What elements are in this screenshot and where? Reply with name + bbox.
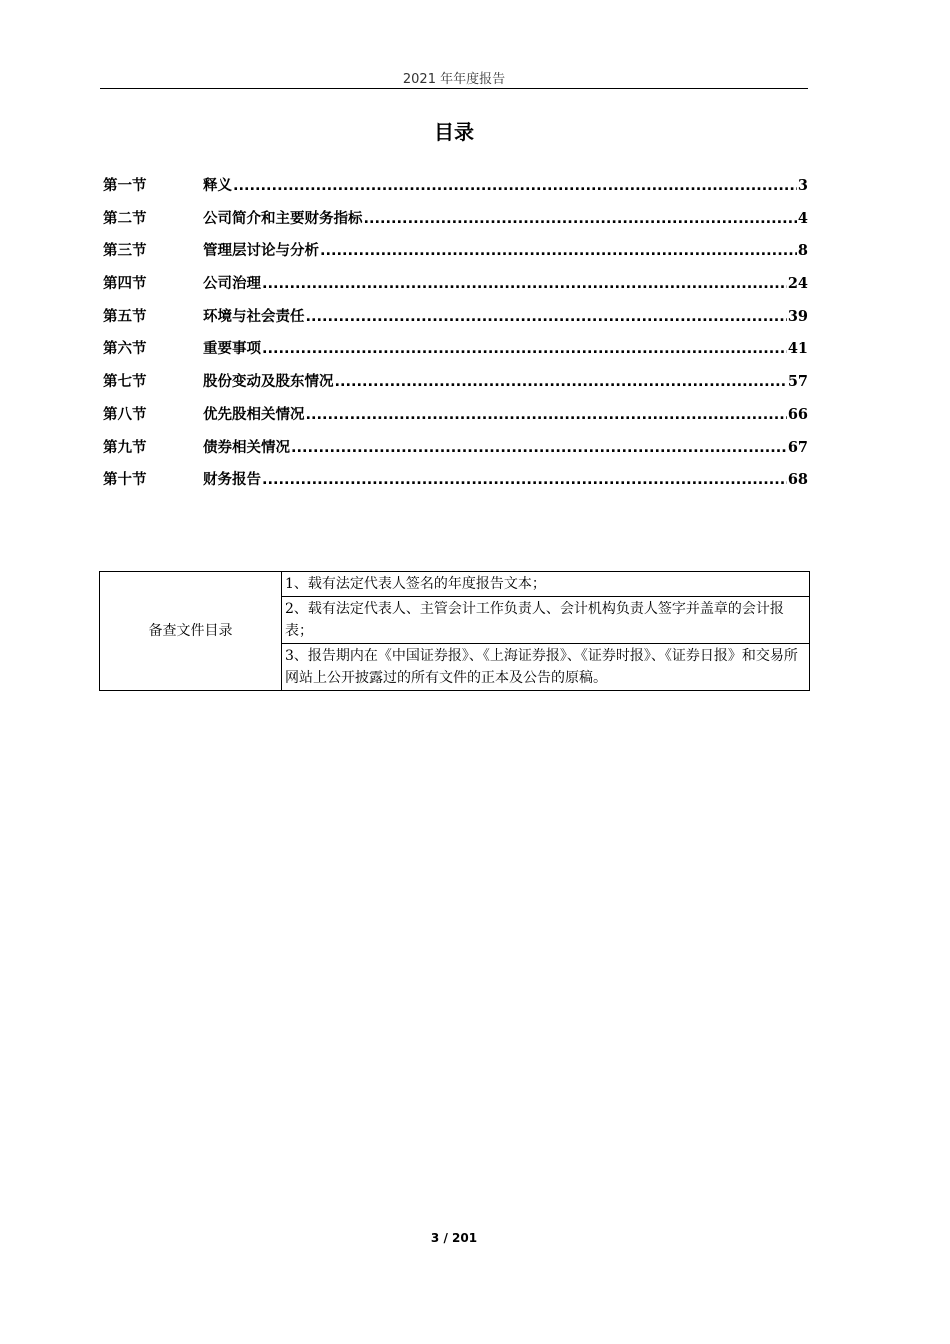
toc-leader-dots [262,472,787,488]
toc-section-number: 第二节 [103,210,147,227]
reference-documents-table [99,571,810,691]
toc-leader-dots [364,211,797,227]
toc-leader-dots [320,243,797,259]
toc-entry[interactable] [103,207,808,240]
toc-section-number: 第一节 [103,178,147,194]
toc-entry[interactable] [103,468,808,501]
toc-leader-dots [262,276,787,292]
reference-documents-label: 备查文件目录 [100,572,282,691]
toc-section-name: 股份变动及股东情况 [203,374,334,391]
toc-section-number: 第九节 [103,439,147,456]
toc-section-name: 债券相关情况 [203,439,290,456]
toc-section-name: 公司治理 [203,276,261,293]
toc-title: 目录 [434,120,474,144]
toc-leader-dots [291,440,787,456]
toc-section-name: 重要事项 [203,341,261,358]
toc-page-number: 3 [797,177,808,194]
toc-leader-dots [306,309,787,325]
toc-entry[interactable] [103,305,808,338]
toc-section-number: 第三节 [103,243,147,260]
toc-section-number: 第四节 [103,276,147,293]
toc-section-name: 公司简介和主要财务指标 [203,210,363,227]
toc-section-number: 第六节 [103,341,147,358]
reference-document-item: 3、报告期内在《中国证券报》、《上海证券报》、《证券时报》、《证券日报》和交易所网站上公开披露过的所有文件的正本及公告的原稿。 [282,644,810,691]
toc-section-name: 管理层讨论与分析 [203,243,319,260]
toc-page-number: 39 [787,307,808,325]
toc-section-number: 第十节 [103,472,147,489]
toc-page-number: 4 [797,209,808,227]
toc-section-number: 第七节 [103,374,147,391]
table-of-contents [103,174,808,501]
toc-page-number: 68 [787,471,808,489]
toc-page-number: 67 [787,438,808,456]
toc-entry[interactable] [103,337,808,370]
toc-entry[interactable] [103,272,808,305]
header-divider [100,88,808,89]
toc-leader-dots [335,374,787,390]
toc-page-number: 57 [787,373,808,391]
toc-section-number: 第五节 [103,308,147,325]
toc-section-name: 优先股相关情况 [203,406,305,423]
toc-section-name: 环境与社会责任 [203,308,305,325]
toc-entry[interactable] [103,174,808,207]
page-number-footer: 3 / 201 [430,1231,478,1245]
toc-entry[interactable] [103,370,808,403]
toc-page-number: 41 [787,340,808,358]
reference-document-item: 1、载有法定代表人签名的年度报告文本； [282,572,810,597]
toc-section-number: 第八节 [103,406,147,423]
page-header-title: 2021 年年度报告 [402,72,506,87]
toc-entry[interactable] [103,436,808,469]
toc-leader-dots [233,178,797,194]
toc-page-number: 66 [787,405,808,423]
toc-section-name: 释义 [203,178,232,194]
toc-entry[interactable] [103,403,808,436]
table-row [100,572,810,597]
toc-entry[interactable] [103,239,808,272]
toc-leader-dots [306,407,787,423]
toc-section-name: 财务报告 [203,472,261,489]
toc-page-number: 8 [797,242,808,260]
toc-page-number: 24 [787,275,808,293]
toc-leader-dots [262,341,787,357]
reference-document-item: 2、载有法定代表人、主管会计工作负责人、会计机构负责人签字并盖章的会计报表； [282,597,810,644]
